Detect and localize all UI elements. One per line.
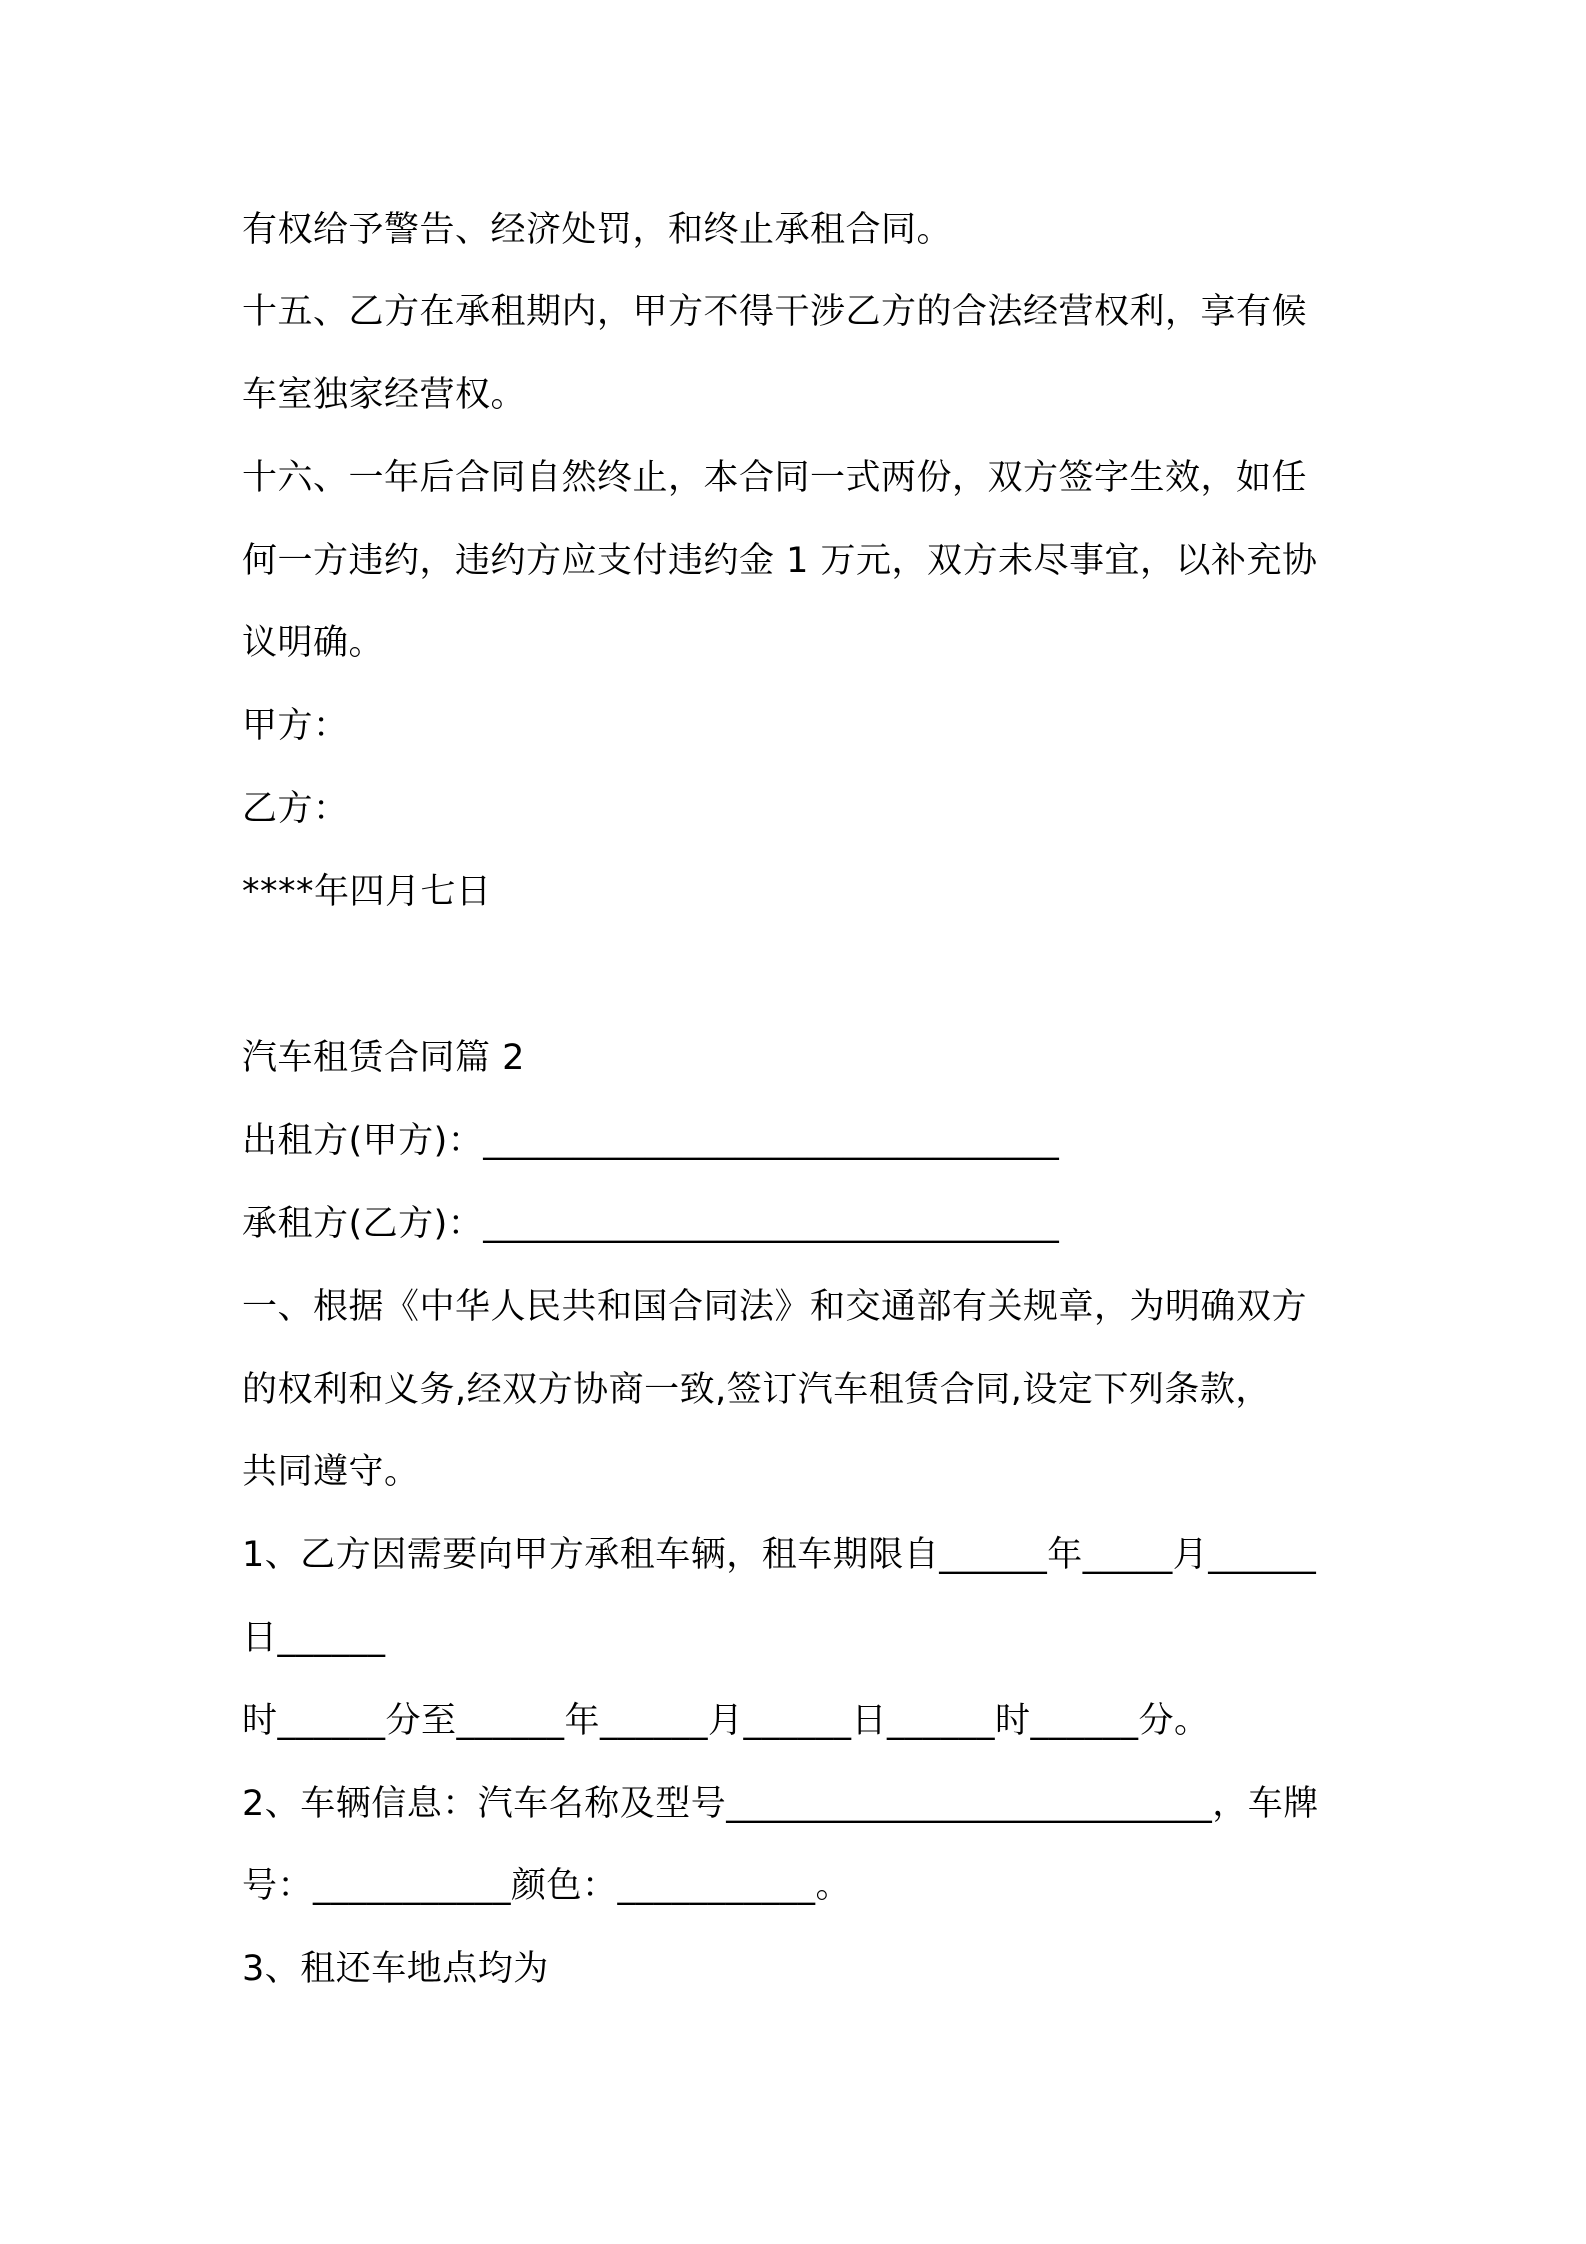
lessor-party-a-line: 出租方(甲方)：________________________________ bbox=[242, 1121, 1060, 1161]
article-1-line-2: 的权利和义务,经双方协商一致,签订汽车租赁合同,设定下列条款， bbox=[242, 1370, 1271, 1410]
party-b-signature-label: 乙方： bbox=[242, 789, 349, 829]
item-1-rental-period-line-3: 时______分至______年______月______日______时______分。 bbox=[242, 1701, 1210, 1741]
article-1-line-1: 一、根据《中华人民共和国合同法》和交通部有关规章，为明确双方 bbox=[242, 1287, 1308, 1327]
item-1-rental-period-line-2: 日______ bbox=[242, 1618, 386, 1658]
item-1-rental-period-line-1: 1、乙方因需要向甲方承租车辆，租车期限自______年_____月______ bbox=[242, 1535, 1317, 1575]
signing-date: ****年四月七日 bbox=[242, 872, 492, 912]
clause-15-line-1: 十五、乙方在承租期内，甲方不得干涉乙方的合法经营权利，享有候 bbox=[242, 292, 1308, 332]
item-2-vehicle-info-line-1: 2、车辆信息：汽车名称及型号___________________________，车牌 bbox=[242, 1784, 1319, 1824]
clause-16-line-1: 十六、一年后合同自然终止，本合同一式两份，双方签字生效，如任 bbox=[242, 458, 1308, 498]
item-2-vehicle-info-line-2: 号：___________颜色：___________。 bbox=[242, 1866, 852, 1906]
contract-2-title: 汽车租赁合同篇 2 bbox=[242, 1038, 525, 1078]
item-3-pickup-return-location: 3、租还车地点均为 bbox=[242, 1949, 549, 1989]
clause-16-line-2: 何一方违约，违约方应支付违约金 1 万元，双方未尽事宜，以补充协 bbox=[242, 541, 1318, 581]
party-a-signature-label: 甲方： bbox=[242, 706, 349, 746]
clause-15-line-2: 车室独家经营权。 bbox=[242, 375, 527, 415]
article-1-line-3: 共同遵守。 bbox=[242, 1452, 420, 1492]
clause-16-line-3: 议明确。 bbox=[242, 623, 385, 663]
lessee-party-b-line: 承租方(乙方)：________________________________ bbox=[242, 1204, 1060, 1244]
clause-14-continuation: 有权给予警告、经济处罚，和终止承租合同。 bbox=[242, 210, 953, 250]
